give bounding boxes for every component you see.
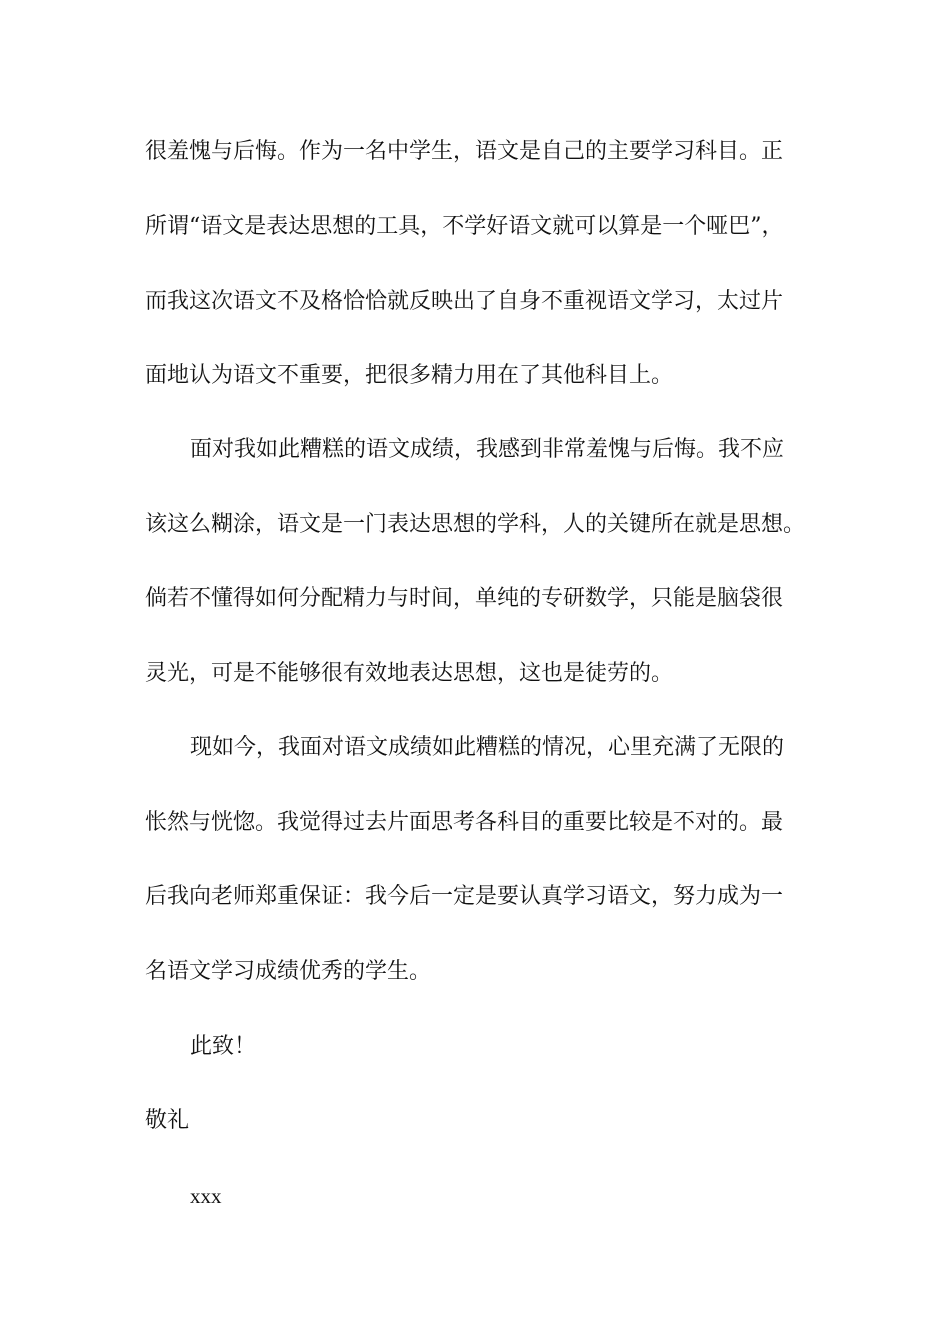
paragraph-line: 很羞愧与后悔。作为一名中学生，语文是自己的主要学习科目。正 — [145, 139, 784, 164]
signature: xxx — [190, 1184, 222, 1208]
paragraph-line: 面地认为语文不重要，把很多精力用在了其他科目上。 — [145, 363, 674, 388]
paragraph-line: 怅然与恍惚。我觉得过去片面思考各科目的重要比较是不对的。最 — [145, 810, 784, 835]
paragraph-line: 面对我如此糟糕的语文成绩，我感到非常羞愧与后悔。我不应 — [190, 437, 785, 462]
closing-regards: 敬礼 — [145, 1108, 190, 1133]
paragraph-line: 名语文学习成绩优秀的学生。 — [145, 959, 432, 984]
closing-salutation: 此致！ — [190, 1034, 257, 1059]
paragraph-line: 倘若不懂得如何分配精力与时间，单纯的专研数学，只能是脑袋很 — [145, 586, 784, 611]
paragraph-line: 而我这次语文不及格恰恰就反映出了自身不重视语文学习，太过片 — [145, 289, 784, 314]
paragraph-line: 所谓“语文是表达思想的工具，不学好语文就可以算是一个哑巴”， — [145, 214, 784, 239]
paragraph-line: 现如今，我面对语文成绩如此糟糕的情况，心里充满了无限的 — [190, 735, 785, 760]
paragraph-line: 后我向老师郑重保证：我今后一定是要认真学习语文，努力成为一 — [145, 884, 784, 909]
paragraph-line: 该这么糊涂，语文是一门表达思想的学科，人的关键所在就是思想。 — [145, 512, 806, 537]
paragraph-line: 灵光，可是不能够很有效地表达思想，这也是徒劳的。 — [145, 661, 674, 686]
